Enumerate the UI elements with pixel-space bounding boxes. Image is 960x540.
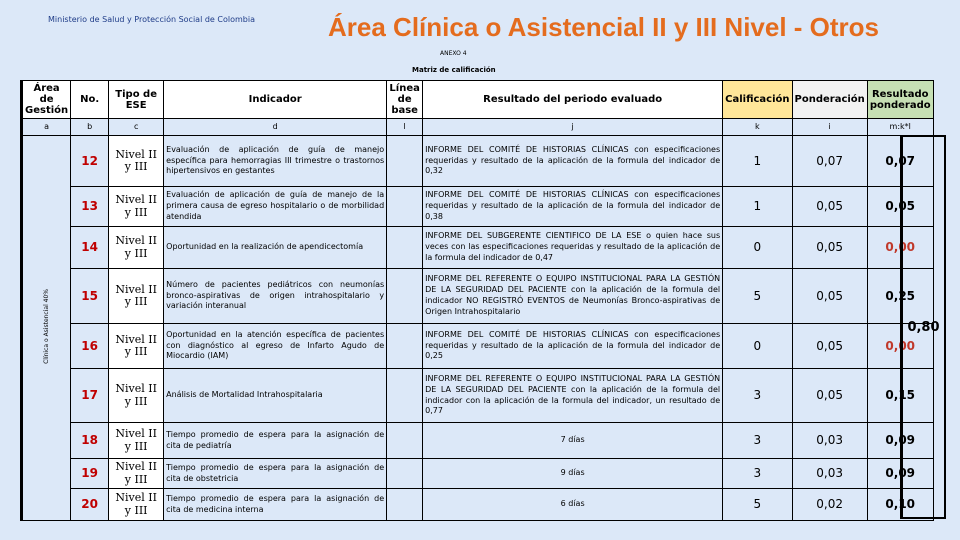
row-linea-base	[387, 136, 423, 187]
row-resultado-ponderado: 0,00	[867, 227, 933, 269]
row-calificacion: 5	[723, 489, 792, 521]
row-tipo: Nivel II y III	[109, 269, 164, 324]
letter-m: m:k*l	[867, 119, 933, 136]
row-linea-base	[387, 269, 423, 324]
row-resultado: INFORME DEL COMITÉ DE HISTORIAS CLÍNICAS con especificaciones requeridas y resultado de la aplicación de la formula del indicador de 0,38	[423, 187, 723, 227]
row-ponderacion: 0,03	[792, 459, 867, 489]
row-ponderacion: 0,05	[792, 324, 867, 369]
rating-matrix-table	[20, 80, 934, 521]
table-row	[22, 227, 934, 269]
row-ponderacion: 0,05	[792, 187, 867, 227]
row-calificacion: 3	[723, 369, 792, 423]
row-resultado: 6 días	[423, 489, 723, 521]
row-indicador: Oportunidad en la atención específica de pacientes con diagnóstico al egreso de Infarto Agudo de Miocardio (IAM)	[164, 324, 387, 369]
area-label: Clínica o Asistencial 40%	[42, 288, 50, 364]
row-linea-base	[387, 187, 423, 227]
row-ponderacion: 0,03	[792, 423, 867, 459]
row-indicador: Tiempo promedio de espera para la asignación de cita de medicina interna	[164, 489, 387, 521]
table-row	[22, 269, 934, 324]
row-calificacion: 0	[723, 227, 792, 269]
col-tipo: Tipo de ESE	[109, 81, 164, 119]
row-resultado: INFORME DEL COMITÉ DE HISTORIAS CLÍNICAS con especificaciones requeridas y resultado de la aplicación de la formula del indicador de 0,25	[423, 324, 723, 369]
matrix-label: Matriz de calificación	[412, 66, 496, 74]
row-number: 12	[71, 136, 109, 187]
row-calificacion: 1	[723, 187, 792, 227]
table-row	[22, 459, 934, 489]
letter-j: j	[423, 119, 723, 136]
row-number: 17	[71, 369, 109, 423]
letter-d: d	[164, 119, 387, 136]
letter-b: b	[71, 119, 109, 136]
row-number: 18	[71, 423, 109, 459]
row-calificacion: 3	[723, 459, 792, 489]
row-number: 13	[71, 187, 109, 227]
row-linea-base	[387, 423, 423, 459]
row-resultado: 7 días	[423, 423, 723, 459]
row-ponderacion: 0,05	[792, 269, 867, 324]
area-cell	[22, 136, 71, 521]
row-linea-base	[387, 459, 423, 489]
row-resultado: INFORME DEL SUBGERENTE CIENTIFICO DE LA ESE o quien hace sus veces con las especificaciones requeridas y resultado de la aplicación de la formula del indicador de 0,47	[423, 227, 723, 269]
col-resultado: Resultado del periodo evaluado	[423, 81, 723, 119]
row-linea-base	[387, 227, 423, 269]
col-indicador: Indicador	[164, 81, 387, 119]
row-calificacion: 3	[723, 423, 792, 459]
row-indicador: Oportunidad en la realización de apendicectomía	[164, 227, 387, 269]
table-row	[22, 324, 934, 369]
row-calificacion: 5	[723, 269, 792, 324]
row-tipo: Nivel II y III	[109, 324, 164, 369]
row-calificacion: 1	[723, 136, 792, 187]
row-ponderacion: 0,05	[792, 227, 867, 269]
row-indicador: Tiempo promedio de espera para la asignación de cita de obstetricia	[164, 459, 387, 489]
row-indicador: Número de pacientes pediátricos con neumonías bronco-aspirativas de origen intrahospitalario y variación interanual	[164, 269, 387, 324]
row-ponderacion: 0,05	[792, 369, 867, 423]
row-resultado: INFORME DEL REFERENTE O EQUIPO INSTITUCIONAL PARA LA GESTIÓN DE LA SEGURIDAD DEL PACIENTE con la aplicación de la formula del indicador NO REGISTRÓ EVENTOS de Neumonías Bronco-aspirativas de Origen Intrahospitalario	[423, 269, 723, 324]
row-resultado-ponderado: 0,10	[867, 489, 933, 521]
table-row	[22, 489, 934, 521]
row-indicador: Análisis de Mortalidad Intrahospitalaria	[164, 369, 387, 423]
row-ponderacion: 0,07	[792, 136, 867, 187]
table-row	[22, 136, 934, 187]
row-number: 16	[71, 324, 109, 369]
total-score: 0,80	[900, 135, 946, 519]
col-linea: Línea de base	[387, 81, 423, 119]
row-number: 19	[71, 459, 109, 489]
row-number: 20	[71, 489, 109, 521]
col-resultado-ponderado: Resultado ponderado	[867, 81, 933, 119]
row-resultado-ponderado: 0,05	[867, 187, 933, 227]
row-resultado-ponderado: 0,25	[867, 269, 933, 324]
col-no: No.	[71, 81, 109, 119]
table-row	[22, 369, 934, 423]
page-title: Área Clínica o Asistencial II y III Nivel - Otros	[328, 12, 880, 42]
row-calificacion: 0	[723, 324, 792, 369]
row-linea-base	[387, 369, 423, 423]
row-linea-base	[387, 489, 423, 521]
letter-l: l	[387, 119, 423, 136]
col-calificacion: Calificación	[723, 81, 792, 119]
letter-c: c	[109, 119, 164, 136]
row-indicador: Tiempo promedio de espera para la asignación de cita de pediatría	[164, 423, 387, 459]
row-number: 14	[71, 227, 109, 269]
row-tipo: Nivel II y III	[109, 369, 164, 423]
row-ponderacion: 0,02	[792, 489, 867, 521]
row-resultado-ponderado: 0,15	[867, 369, 933, 423]
row-resultado-ponderado: 0,00	[867, 324, 933, 369]
row-number: 15	[71, 269, 109, 324]
col-area: Área de Gestión	[22, 81, 71, 119]
row-tipo: Nivel II y III	[109, 459, 164, 489]
row-tipo: Nivel II y III	[109, 423, 164, 459]
row-indicador: Evaluación de aplicación de guía de manejo específica para hemorragias III trimestre o trastornos hipertensivos en gestantes	[164, 136, 387, 187]
table-row	[22, 423, 934, 459]
letter-a: a	[22, 119, 71, 136]
letter-k: k	[723, 119, 792, 136]
ministry-label: Ministerio de Salud y Protección Social de Colombia	[48, 15, 255, 24]
row-tipo: Nivel II y III	[109, 489, 164, 521]
row-linea-base	[387, 324, 423, 369]
row-resultado-ponderado: 0,09	[867, 459, 933, 489]
row-resultado: 9 días	[423, 459, 723, 489]
col-ponderacion: Ponderación	[792, 81, 867, 119]
row-tipo: Nivel II y III	[109, 227, 164, 269]
row-tipo: Nivel II y III	[109, 136, 164, 187]
row-resultado: INFORME DEL COMITÉ DE HISTORIAS CLÍNICAS con especificaciones requeridas y resultado de la aplicación de la formula del indicador de 0,32	[423, 136, 723, 187]
row-resultado-ponderado: 0,09	[867, 423, 933, 459]
row-tipo: Nivel II y III	[109, 187, 164, 227]
anexo-label: ANEXO 4	[440, 50, 467, 57]
table-row	[22, 187, 934, 227]
row-indicador: Evaluación de aplicación de guía de manejo de la primera causa de egreso hospitalario o de morbilidad atendida	[164, 187, 387, 227]
row-resultado: INFORME DEL REFERENTE O EQUIPO INSTITUCIONAL PARA LA GESTIÓN DE LA SEGURIDAD DEL PACIENTE con la aplicación de la formula del indicador con la aplicación de la formula del indicador, un resultado de 0,77	[423, 369, 723, 423]
row-resultado-ponderado: 0,07	[867, 136, 933, 187]
letter-i: i	[792, 119, 867, 136]
